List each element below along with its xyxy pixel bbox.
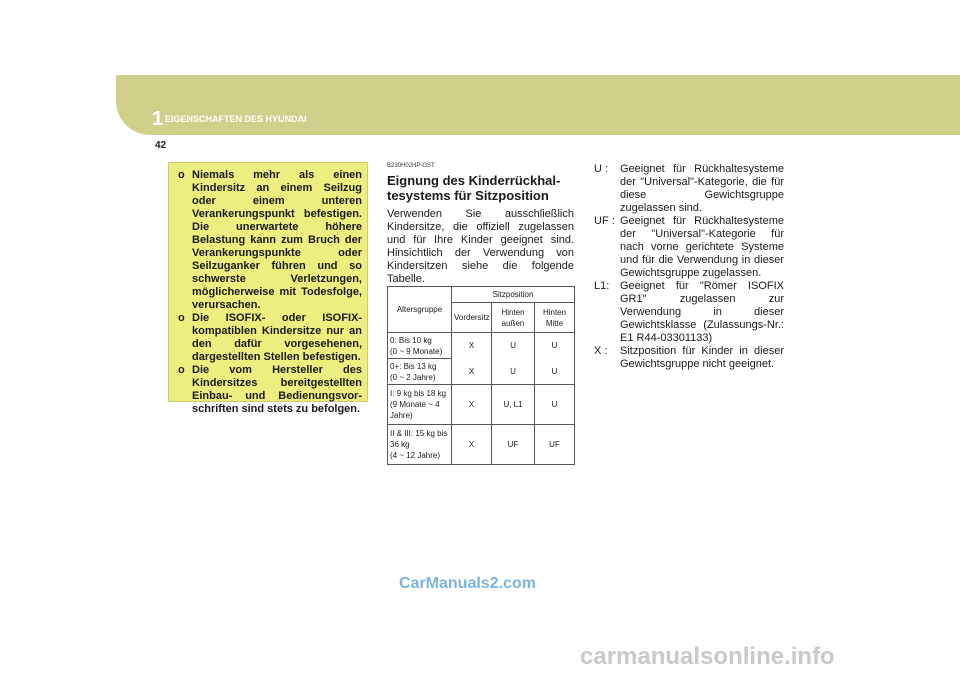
legend <box>594 163 784 371</box>
rear-outer-header-line2: außen <box>501 318 525 328</box>
warning-bullet: o <box>178 169 185 181</box>
age-group-line: Jahre) <box>390 411 413 420</box>
legend-item <box>594 163 784 215</box>
legend-code: L1: <box>594 280 610 292</box>
age-group-line: (0 ~ 9 Monate) <box>390 346 443 356</box>
table-row <box>388 333 575 359</box>
legend-item <box>594 215 784 280</box>
age-group-line: 0: Bis 10 kg <box>390 335 432 345</box>
warning-text: Die vom Hersteller des Kindersitzes bereitgestellten Einbau- und Bedienungsvor-schriften sind stets zu befolgen. <box>192 364 362 415</box>
legend-text: Geeignet für "Römer ISOFIX GR1" zugelassen zur Verwendung in dieser Gewichtsklasse (Zulassungs-Nr.: E1 R44-03301133) <box>620 280 784 344</box>
header-band <box>116 75 960 135</box>
age-group-line: II & III: 15 kg bis <box>390 429 448 438</box>
watermark-link[interactable]: CarManuals2.com <box>399 575 536 592</box>
table-row <box>388 425 575 465</box>
front-seat-cell: X <box>452 359 492 385</box>
age-group-line: 0+: Bis 13 kg <box>390 361 437 371</box>
age-group-line: (9 Monate ~ 4 <box>390 400 440 409</box>
section-number: 1 <box>152 108 164 130</box>
legend-text: Geeignet für Rückhaltesysteme der "Universal"-Kategorie für nach vorne gerichtete Systeme und für die Verwendung in dieser Gewichtsgruppe zugelassen. <box>620 215 784 279</box>
warning-bullet: o <box>178 364 185 376</box>
table-row <box>388 385 575 425</box>
age-group-line: (4 ~ 12 Jahre) <box>390 451 441 460</box>
seat-position-header: Sitzposition <box>452 287 575 303</box>
warning-text: Niemals mehr als einen Kindersitz an einem Seilzug oder einem unteren Verankerungspunkt befestigen. Die unerwartete höhere Belastung kann zum Bruch der Verankerungspunkte oder Seilzuganker führen und so schwerste Verletzungen, möglicherweise mit Todesfolge, verursachen. <box>192 169 362 311</box>
warning-item <box>178 169 362 312</box>
rear-outer-cell: U, L1 <box>492 385 535 425</box>
warning-box <box>168 162 368 415</box>
page-number: 42 <box>155 140 167 151</box>
warning-text: Die ISOFIX- oder ISOFIX-kompatiblen Kindersitze nur an den dafür vorgesehenen, dargestellten Stellen befestigen. <box>192 312 362 363</box>
front-seat-cell: X <box>452 385 492 425</box>
watermark-text: carmanualsonline.info <box>580 643 835 670</box>
age-group-cell <box>388 425 452 465</box>
legend-text: Sitzposition für Kinder in dieser Gewichtsgruppe nicht geeignet. <box>620 345 784 370</box>
warning-item <box>178 312 362 364</box>
age-group-cell <box>388 333 452 359</box>
rear-middle-cell: U <box>535 385 575 425</box>
rear-middle-cell: UF <box>535 425 575 465</box>
rear-outer-header-line1: Hinten <box>501 307 525 317</box>
legend-code: X : <box>594 345 608 357</box>
front-seat-cell: X <box>452 425 492 465</box>
seat-suitability-table <box>387 286 575 465</box>
section-title: EIGENSCHAFTEN DES HYUNDAI <box>165 114 307 124</box>
rear-outer-header <box>492 303 535 333</box>
warning-bullet: o <box>178 312 185 324</box>
legend-code: UF : <box>594 215 615 227</box>
age-group-line: I: 9 kg bis 18 kg <box>390 389 447 398</box>
rear-outer-cell: U <box>492 359 535 385</box>
section-heading: Eignung des Kinderrückhal-tesystems für Sitzposition <box>387 173 561 203</box>
rear-outer-cell: U <box>492 333 535 359</box>
age-group-header: Altersgruppe <box>388 287 452 333</box>
reference-code: B230H02HP-GST <box>387 163 435 169</box>
rear-middle-cell: U <box>535 333 575 359</box>
front-seat-cell: X <box>452 333 492 359</box>
rear-middle-header-line2: Mitte <box>545 318 564 328</box>
age-group-line: 36 kg <box>390 440 410 449</box>
rear-middle-header <box>535 303 575 333</box>
front-seat-header: Vordersitz <box>452 303 492 333</box>
rear-outer-cell: UF <box>492 425 535 465</box>
section-column <box>387 163 574 286</box>
legend-item <box>594 345 784 371</box>
age-group-cell <box>388 385 452 425</box>
legend-code: U : <box>594 163 609 175</box>
legend-item <box>594 280 784 345</box>
age-group-line: (0 ~ 2 Jahre) <box>390 372 436 382</box>
rear-middle-cell: U <box>535 359 575 385</box>
rear-middle-header-line1: Hinten <box>542 307 567 317</box>
age-group-cell <box>388 359 452 385</box>
intro-paragraph: Verwenden Sie ausschließlich Kindersitze, die offiziell zugelassen und für Ihre Kinder geeignet sind. Hinsichtlich der Verwendung von Kindersitzen siehe die folgende Tabelle. <box>387 208 574 285</box>
table-row <box>388 359 575 385</box>
warning-item <box>178 364 362 416</box>
legend-text: Geeignet für Rückhaltesysteme der "Universal"-Kategorie, die für diese Gewichtsgruppe zugelassen sind. <box>620 163 784 214</box>
